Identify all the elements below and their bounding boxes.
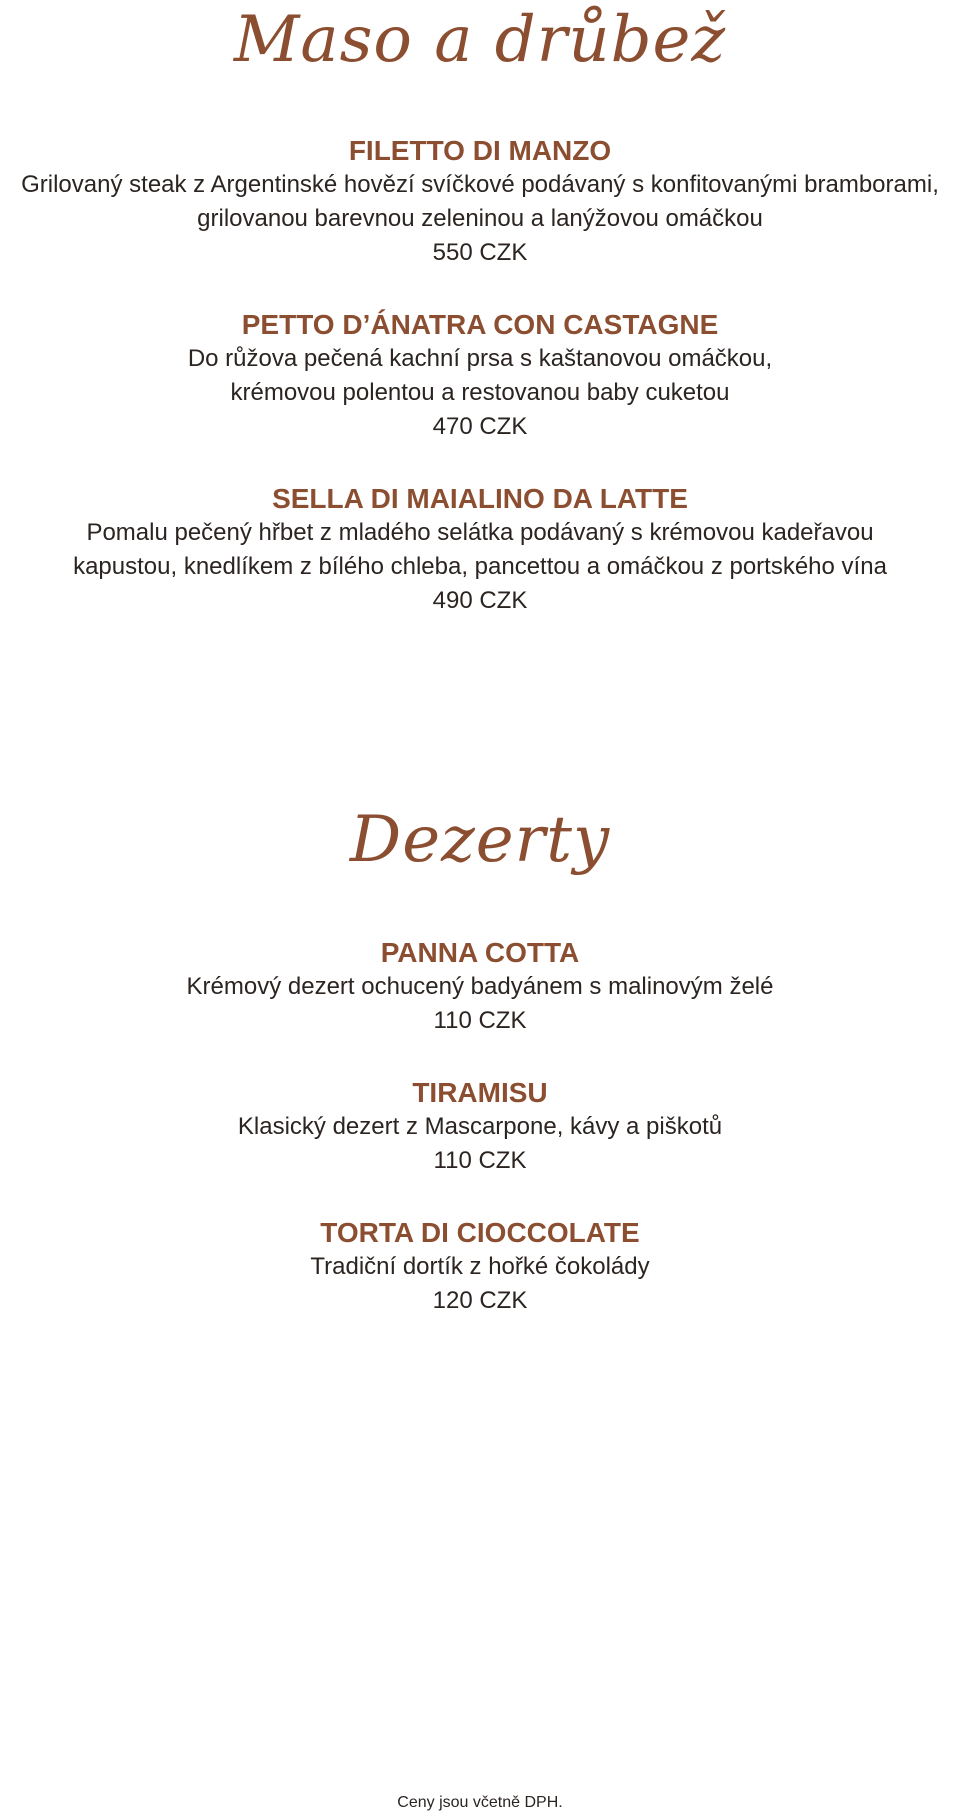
dish-description: Klasický dezert z Mascarpone, kávy a piškotů [237,1113,723,1140]
dish-description: grilovanou barevnou zeleninou a lanýžovou omáčkou [197,205,763,232]
dish-description: Grilovaný steak z Argentinské hovězí svíčkové podávaný s konfitovanými bramborami, [21,171,939,198]
dish-name: TORTA DI CIOCCOLATE [320,1217,640,1248]
dish-price: 110 CZK [433,1147,527,1174]
dish-description: krémovou polentou a restovanou baby cuketou [230,379,730,406]
menu-item [0,134,960,270]
dish-name: FILETTO DI MANZO [348,135,612,166]
dish-price: 470 CZK [432,413,528,440]
menu-item [0,482,960,618]
dish-price: 490 CZK [432,587,528,614]
dish-name: TIRAMISU [412,1077,548,1108]
menu-item [0,308,960,444]
menu-item [0,936,960,1038]
dish-name: PETTO D’ÁNATRA CON CASTAGNE [241,309,719,340]
dish-name: SELLA DI MAIALINO DA LATTE [272,483,688,514]
dish-price: 120 CZK [432,1287,528,1314]
dish-description: Tradiční dortík z hořké čokolády [310,1253,650,1280]
menu-item [0,1216,960,1318]
dish-price: 110 CZK [433,1007,527,1034]
dish-description: Pomalu pečený hřbet z mladého selátka podávaný s krémovou kadeřavou [86,519,874,546]
section-title-maso: Maso a drůbež [233,3,727,77]
menu-item [0,1076,960,1178]
dish-description: Krémový dezert ochucený badyánem s malinovým želé [186,973,774,1000]
section-title-dezerty: Dezerty [349,803,611,877]
price-footnote: Ceny jsou včetně DPH. [397,1794,563,1811]
dish-price: 550 CZK [432,239,528,266]
dish-description: kapustou, knedlíkem z bílého chleba, pancettou a omáčkou z portského vína [73,553,887,580]
dish-name: PANNA COTTA [380,937,580,968]
dish-description: Do růžova pečená kachní prsa s kaštanovou omáčkou, [187,345,773,372]
